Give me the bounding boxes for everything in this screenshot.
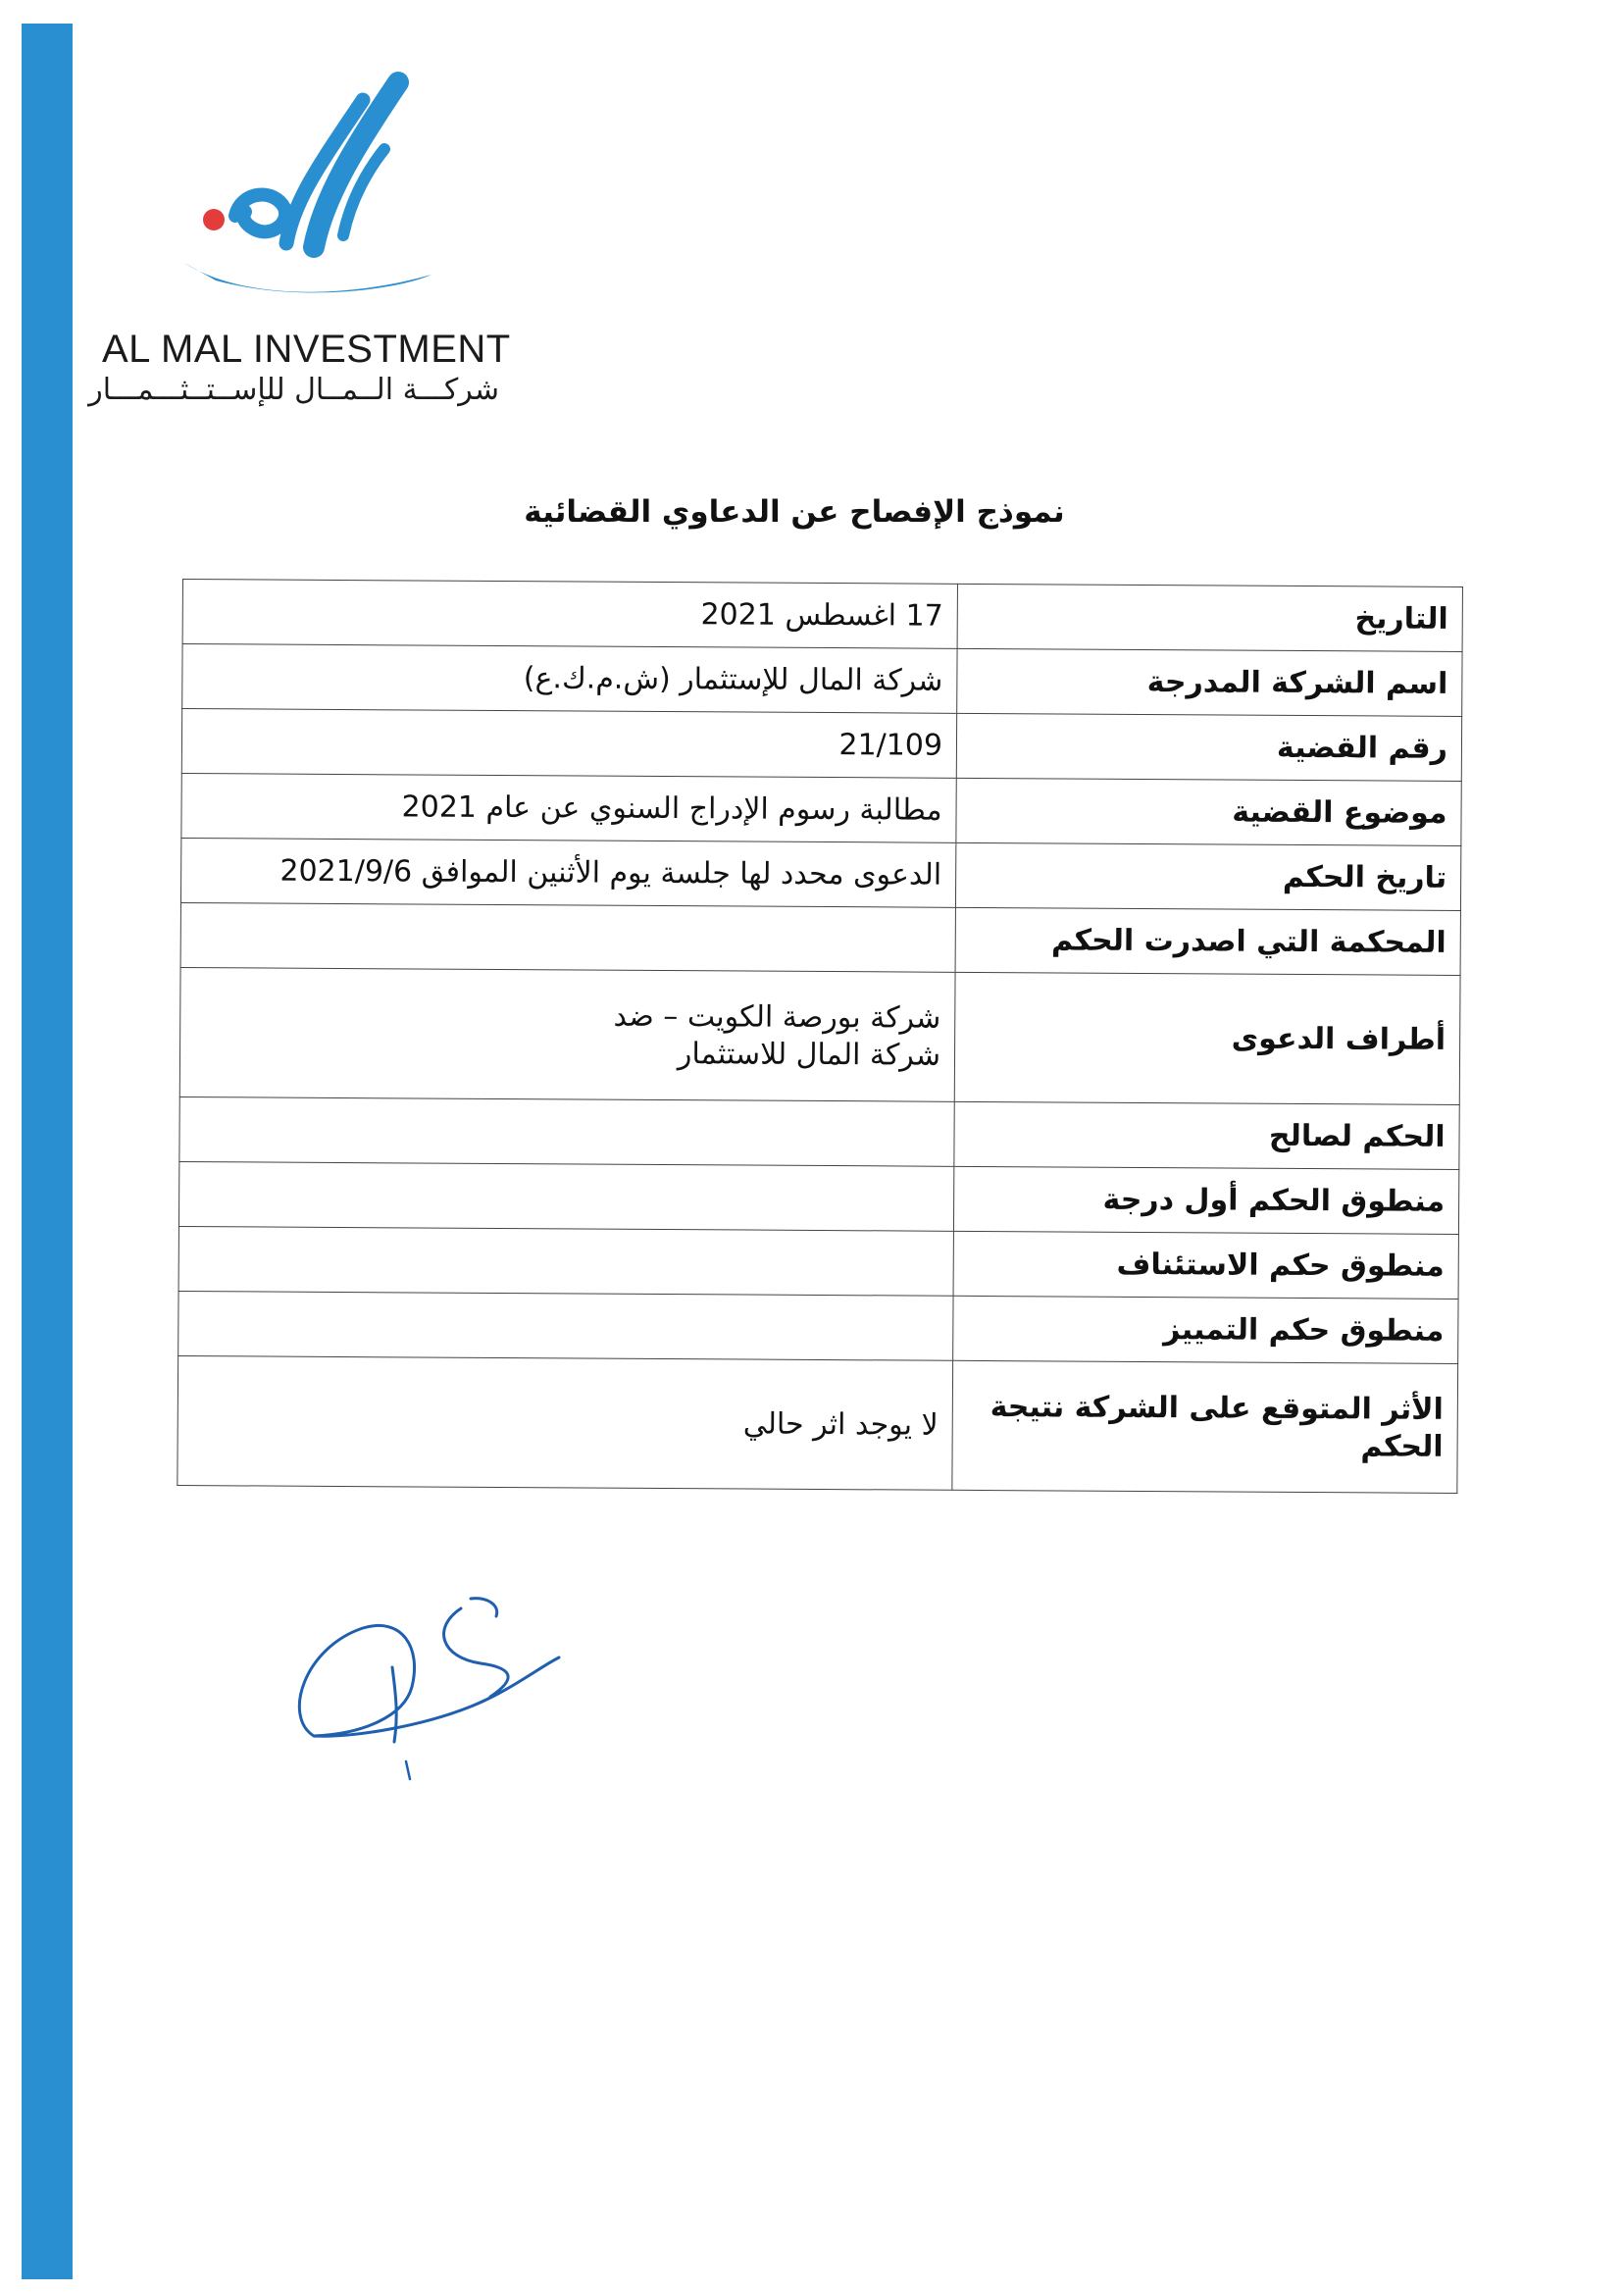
table-row [181, 709, 1461, 782]
logo-name-en: AL MAL INVESTMENT [102, 328, 511, 371]
table-row [181, 773, 1461, 845]
row-value [178, 1161, 953, 1231]
table-row [180, 902, 1460, 975]
row-label-line: الحكم [1360, 1428, 1444, 1464]
row-label: منطوق حكم التمييز [953, 1296, 1458, 1363]
company-logo [88, 71, 520, 424]
row-label: رقم القضية [956, 713, 1461, 781]
row-value [178, 1291, 953, 1360]
disclosure-table [177, 579, 1463, 1494]
row-label: تاريخ الحكم [955, 842, 1460, 910]
row-label: موضوع القضية [956, 778, 1461, 845]
form-title: نموذج الإفصاح عن الدعاوي القضائية [524, 494, 1065, 530]
table-row [182, 580, 1462, 652]
handwritten-signature [275, 1569, 579, 1795]
logo-emblem-icon [177, 71, 451, 316]
table-row [178, 1226, 1458, 1299]
party-defendant: شركة المال للاستثمار [677, 1036, 941, 1073]
table-row [178, 1161, 1458, 1234]
table-row [182, 644, 1462, 717]
table-row [180, 838, 1460, 910]
logo-name-ar: شركـــة الــمــال للإســتــثـــمـــار [88, 373, 499, 407]
row-label: الحكم لصالح [954, 1101, 1459, 1169]
row-value [178, 1226, 953, 1296]
row-value [179, 967, 955, 1101]
row-value: شركة المال للإستثمار (ش.م.ك.ع) [182, 644, 957, 714]
row-value [179, 1096, 954, 1166]
row-label: التاريخ [957, 584, 1462, 651]
row-value: لا يوجد اثر حالي [178, 1355, 953, 1490]
row-value: مطالبة رسوم الإدراج السنوي عن عام 2021 [181, 773, 956, 842]
row-label: منطوق حكم الاستئناف [953, 1231, 1458, 1299]
party-plaintiff: شركة بورصة الكويت – ضد [613, 998, 941, 1036]
table-row [179, 967, 1460, 1104]
row-label: منطوق الحكم أول درجة [953, 1166, 1458, 1234]
row-value: الدعوى محدد لها جلسة يوم الأثنين الموافق 2021/9/6 [180, 838, 955, 907]
row-label [952, 1360, 1458, 1493]
row-label: اسم الشركة المدرجة [957, 648, 1462, 716]
table-row [179, 1096, 1459, 1169]
row-label: أطراف الدعوى [954, 972, 1460, 1104]
row-value [180, 902, 955, 972]
row-label-line: الأثر المتوقع على الشركة نتيجة [990, 1390, 1444, 1427]
row-label: المحكمة التي اصدرت الحكم [955, 907, 1460, 975]
table-row [178, 1355, 1458, 1493]
row-value: 17 اغسطس 2021 [182, 580, 957, 649]
table-row [178, 1291, 1458, 1363]
row-value: 21/109 [181, 709, 956, 779]
brand-side-bar [22, 24, 73, 2279]
